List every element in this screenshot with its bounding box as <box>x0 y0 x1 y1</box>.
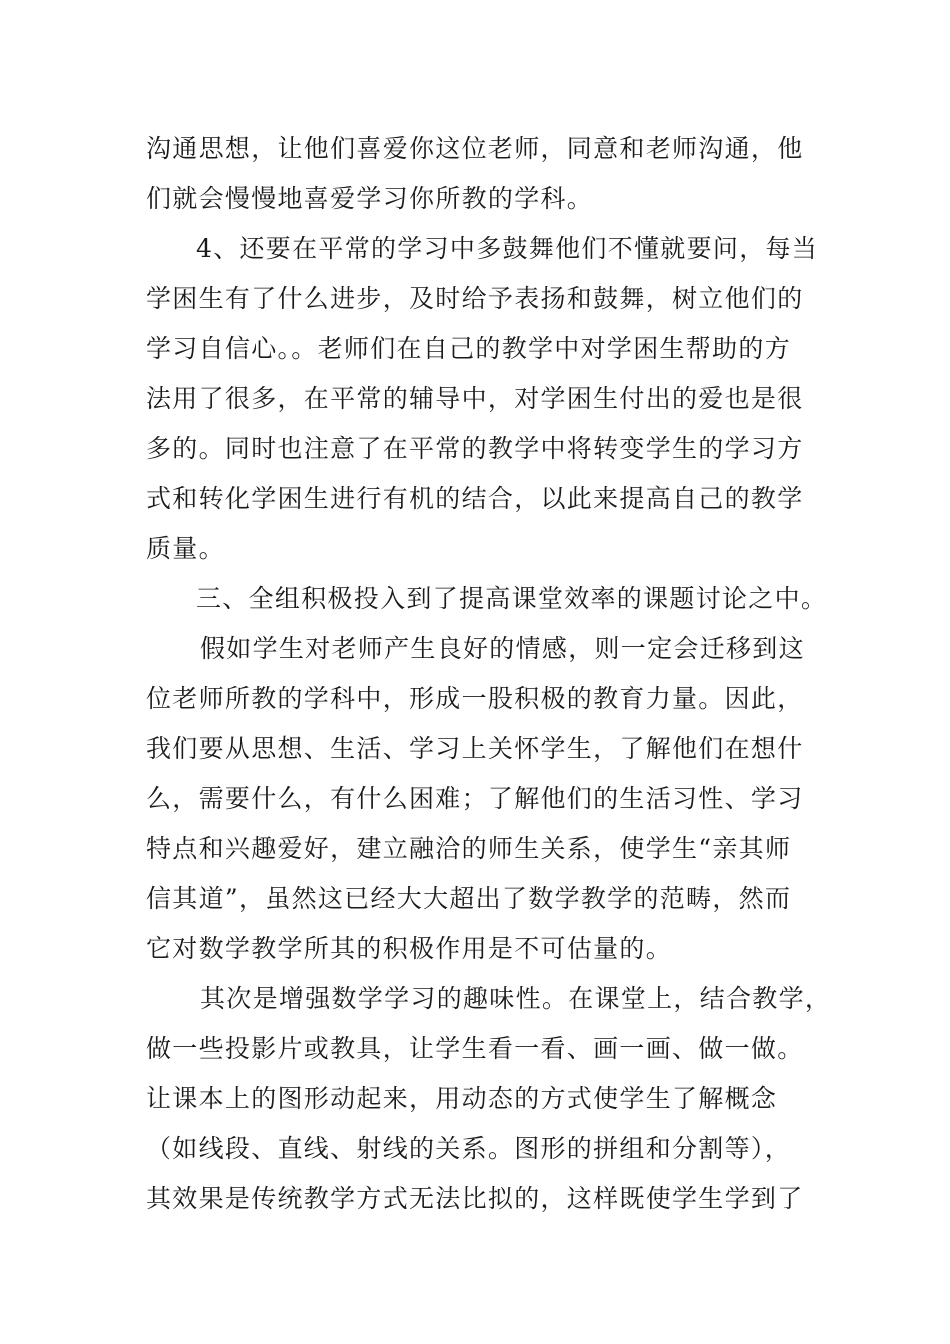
text-line: 让课本上的图形动起来，用动态的方式使学生了解概念 <box>146 1084 778 1113</box>
text-line: 式和转化学困生进行有机的结合，以此来提高自己的教学 <box>146 484 804 513</box>
text-line: 位老师所教的学科中，形成一股积极的教育力量。因此， <box>146 684 804 713</box>
text-line: 4、还要在平常的学习中多鼓舞他们不懂就要问，每当 <box>196 234 819 263</box>
text-line: 沟通思想，让他们喜爱你这位老师，同意和老师沟通，他 <box>146 134 804 163</box>
text-line: 其次是增强数学学习的趣味性。在课堂上，结合教学， <box>200 984 832 1013</box>
text-line: 们就会慢慢地喜爱学习你所教的学科。 <box>146 184 594 213</box>
text-line: 质量。 <box>146 534 225 563</box>
text-line: 信其道”，虽然这已经大大超出了数学教学的范畴，然而 <box>146 884 792 913</box>
section-heading: 三、全组积极投入到了提高课堂效率的课题讨论之中。 <box>196 584 828 613</box>
text-line: 学困生有了什么进步，及时给予表扬和鼓舞，树立他们的 <box>146 284 804 313</box>
text-line: 假如学生对老师产生良好的情感，则一定会迁移到这 <box>200 634 805 663</box>
text-line: 特点和兴趣爱好，建立融洽的师生关系，使学生“亲其师 <box>146 834 792 863</box>
text-line: 多的。同时也注意了在平常的教学中将转变学生的学习方 <box>146 434 804 463</box>
text-line: （如线段、直线、射线的关系。图形的拼组和分割等）， <box>146 1134 792 1163</box>
text-line: 么，需要什么，有什么困难；了解他们的生活习性、学习 <box>146 784 804 813</box>
text-line: 学习自信心。。老师们在自己的教学中对学困生帮助的方 <box>146 334 792 363</box>
text-line: 做一些投影片或教具，让学生看一看、画一画、做一做。 <box>146 1034 804 1063</box>
text-line: 它对数学教学所其的积极作用是不可估量的。 <box>146 934 673 963</box>
text-line: 法用了很多，在平常的辅导中，对学困生付出的爱也是很 <box>146 384 804 413</box>
text-line: 我们要从思想、生活、学习上关怀学生，了解他们在想什 <box>146 734 804 763</box>
text-line: 其效果是传统教学方式无法比拟的，这样既使学生学到了 <box>146 1184 804 1213</box>
